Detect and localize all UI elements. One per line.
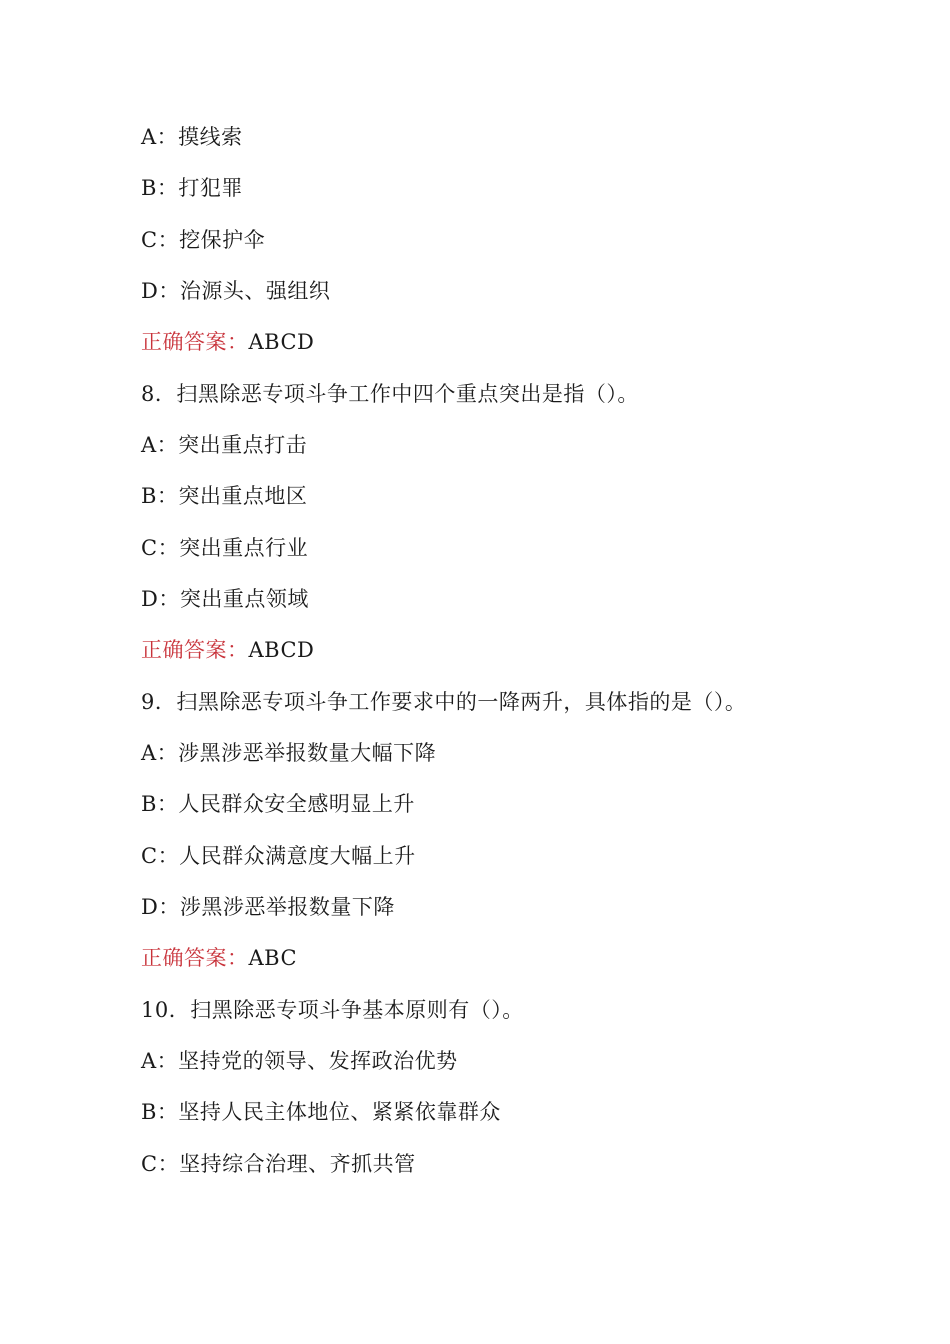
q9-option-c: C：人民群众满意度大幅上升 bbox=[141, 844, 416, 868]
answer-label: 正确答案： bbox=[141, 946, 249, 970]
q10-option-b: B：坚持人民主体地位、紧紧依靠群众 bbox=[141, 1100, 501, 1124]
q9-option-b: B：人民群众安全感明显上升 bbox=[141, 792, 415, 816]
answer-value: ABC bbox=[248, 946, 298, 970]
q8-answer bbox=[141, 635, 314, 665]
answer-label: 正确答案： bbox=[141, 638, 249, 662]
q7-answer bbox=[141, 327, 314, 357]
answer-value: ABCD bbox=[248, 330, 315, 354]
q10-option-a: A：坚持党的领导、发挥政治优势 bbox=[141, 1049, 458, 1073]
answer-value: ABCD bbox=[248, 638, 315, 662]
q7-option-a: A：摸线索 bbox=[141, 125, 243, 149]
q7-option-c: C：挖保护伞 bbox=[141, 228, 266, 252]
q9-option-d: D：涉黑涉恶举报数量下降 bbox=[141, 895, 395, 919]
q8-option-b: B：突出重点地区 bbox=[141, 484, 308, 508]
q8-option-c: C：突出重点行业 bbox=[141, 536, 309, 560]
q7-option-d: D：治源头、强组织 bbox=[141, 279, 331, 303]
q8-question: 8．扫黑除恶专项斗争工作中四个重点突出是指（）。 bbox=[141, 382, 639, 406]
q9-option-a: A：涉黑涉恶举报数量大幅下降 bbox=[141, 741, 437, 765]
q10-option-c: C：坚持综合治理、齐抓共管 bbox=[141, 1152, 416, 1176]
q10-question: 10．扫黑除恶专项斗争基本原则有（）。 bbox=[141, 998, 524, 1022]
q8-option-a: A：突出重点打击 bbox=[141, 433, 308, 457]
answer-label: 正确答案： bbox=[141, 330, 249, 354]
q9-answer bbox=[141, 943, 297, 973]
q7-option-b: B：打犯罪 bbox=[141, 176, 243, 200]
q8-option-d: D：突出重点领域 bbox=[141, 587, 309, 611]
q9-question: 9．扫黑除恶专项斗争工作要求中的一降两升，具体指的是（）。 bbox=[141, 690, 747, 714]
